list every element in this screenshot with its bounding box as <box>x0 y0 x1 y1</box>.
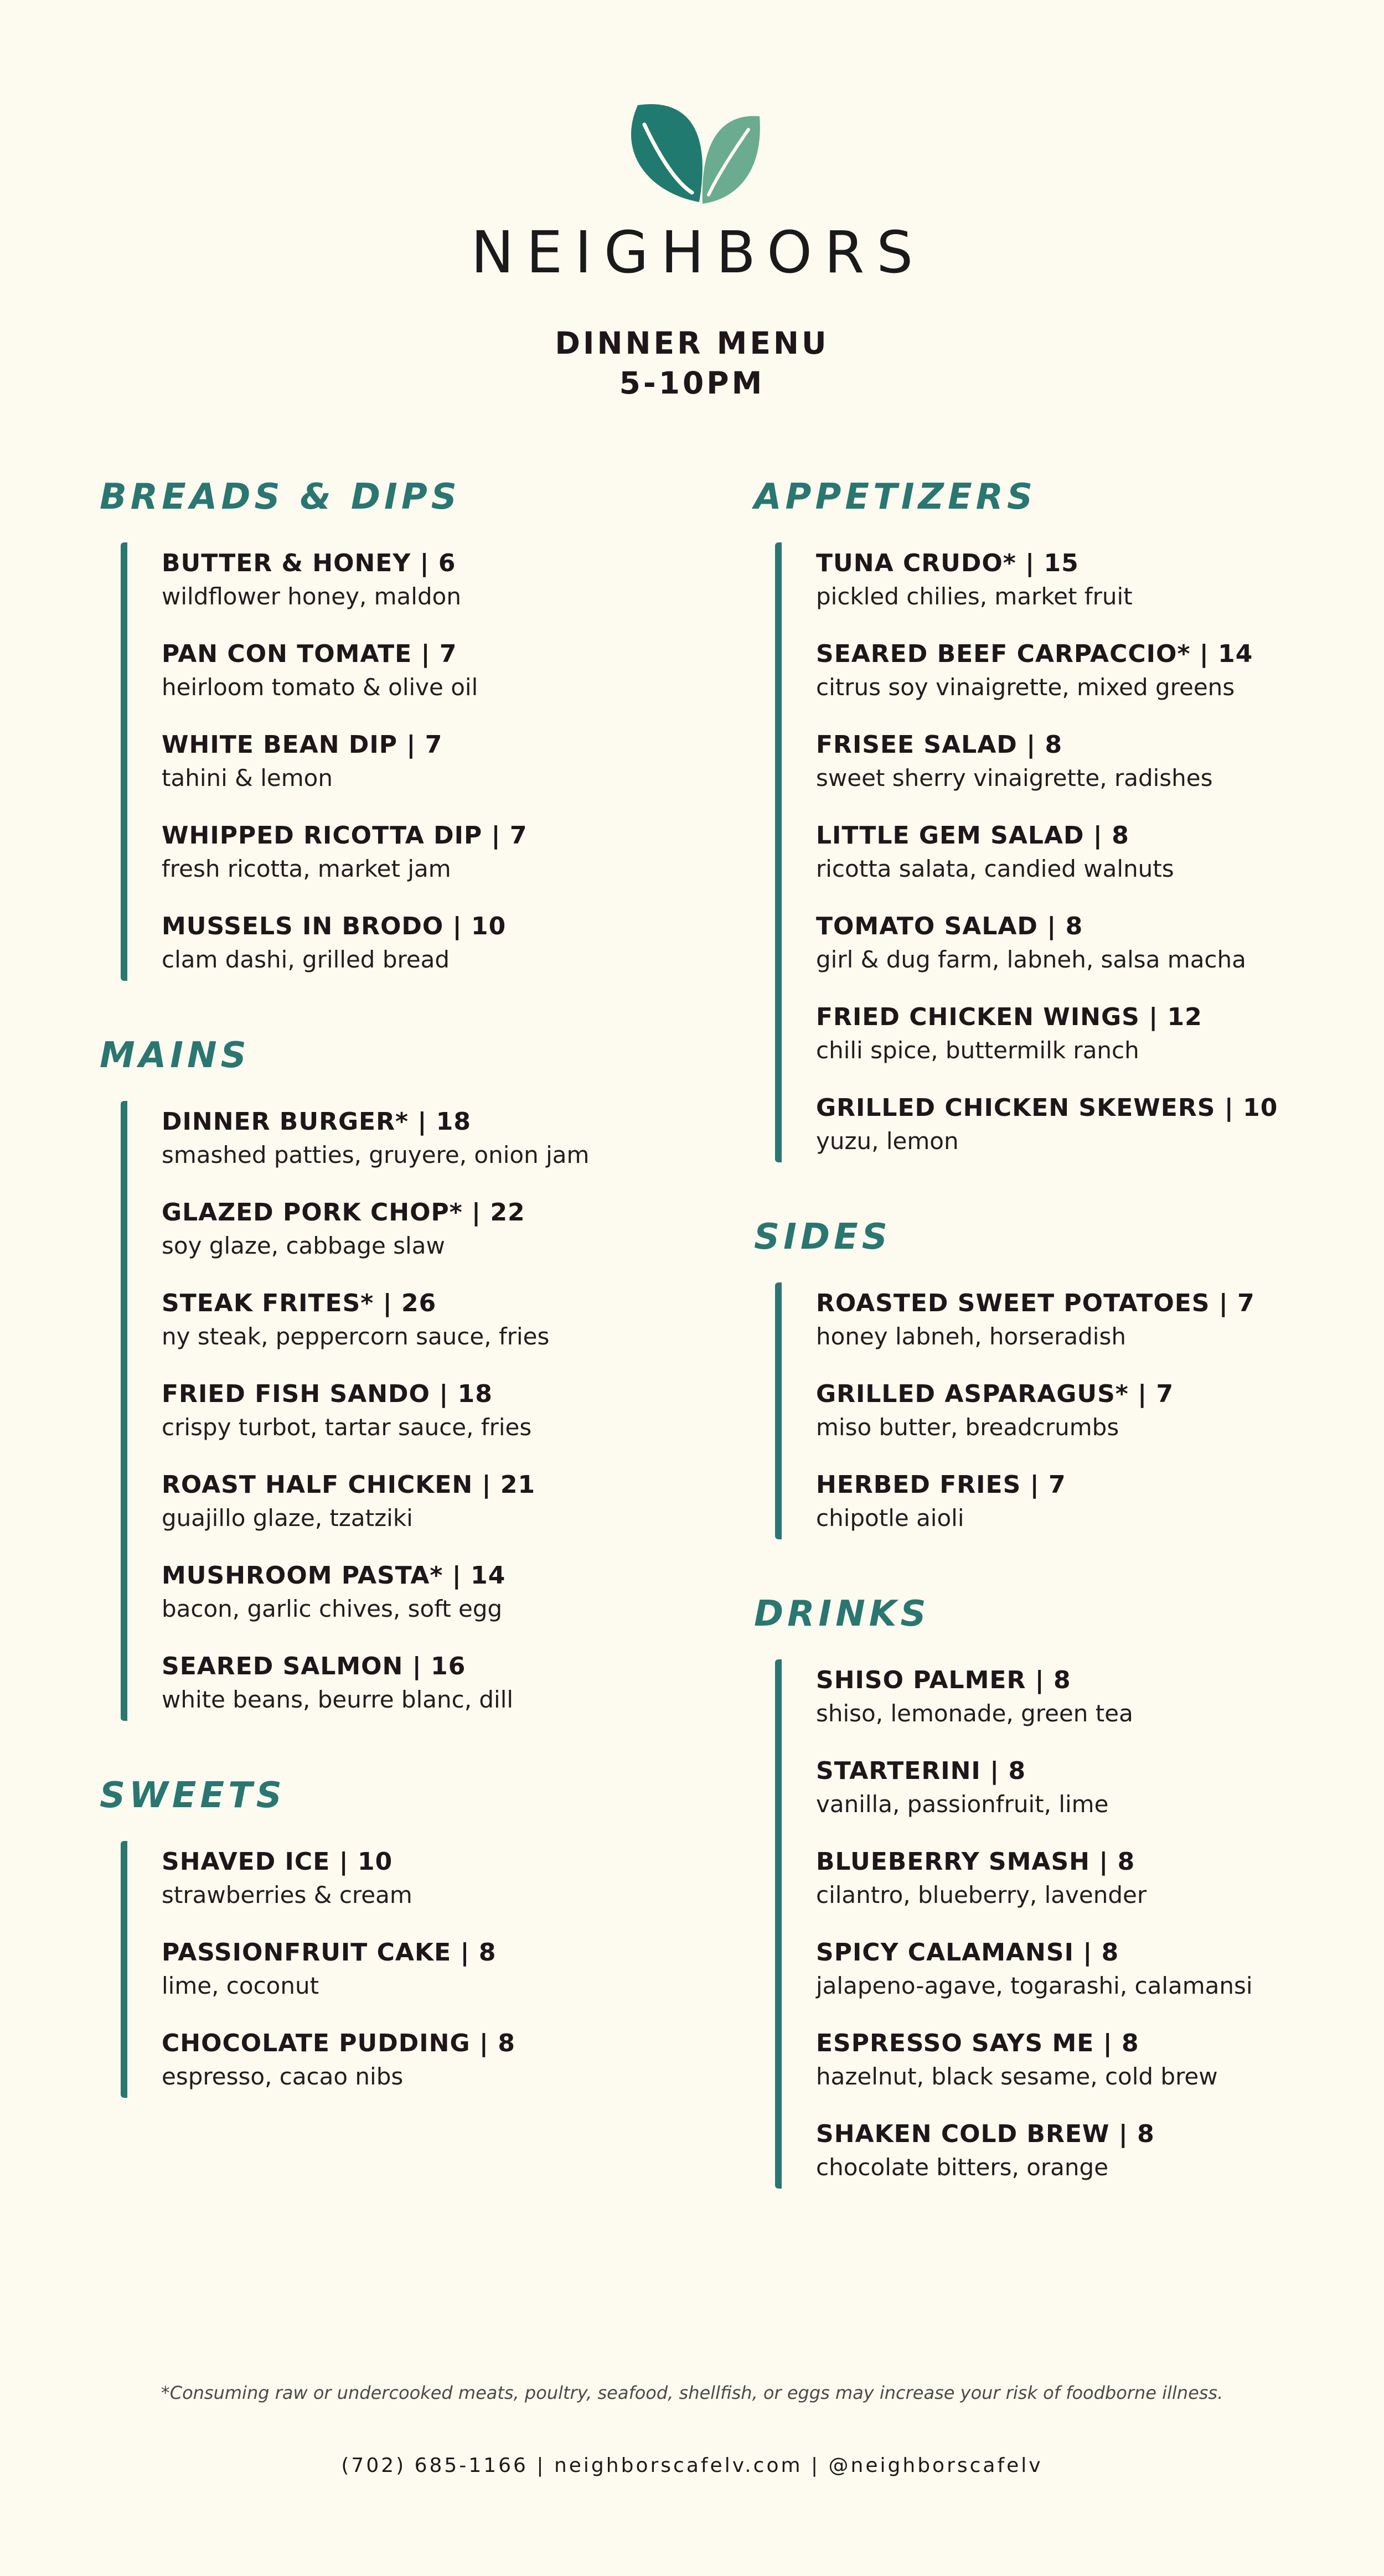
menu-item <box>816 1936 1384 2003</box>
item-name: ESPRESSO SAYS ME | 8 <box>816 2029 1139 2057</box>
item-description: yuzu, lemon <box>816 1127 959 1155</box>
item-name: TOMATO SALAD | 8 <box>816 912 1083 940</box>
item-description: miso butter, breadcrumbs <box>816 1414 1119 1441</box>
item-name: GLAZED PORK CHOP* | 22 <box>162 1198 525 1227</box>
menu-item <box>162 819 736 886</box>
menu-item <box>816 1001 1384 1067</box>
item-name: BUTTER & HONEY | 6 <box>162 549 456 577</box>
item-description: girl & dug farm, labneh, salsa macha <box>816 946 1246 973</box>
item-list <box>121 1841 736 2098</box>
menu-item <box>816 819 1384 886</box>
item-name: FRIED CHICKEN WINGS | 12 <box>816 1003 1202 1031</box>
menu-item <box>816 910 1384 976</box>
item-description: chili spice, buttermilk ranch <box>816 1037 1139 1064</box>
section-title: APPETIZERS <box>754 477 1037 518</box>
item-description: smashed patties, gruyere, onion jam <box>162 1141 590 1168</box>
item-list <box>775 542 1384 1162</box>
item-description: strawberries & cream <box>162 1881 412 1908</box>
right-column <box>754 475 1384 2241</box>
brand-wordmark: NEIGHBORS <box>471 219 926 286</box>
section-mains <box>100 1033 736 1721</box>
section-sweets <box>100 1773 736 2098</box>
item-description: cilantro, blueberry, lavender <box>816 1881 1147 1908</box>
item-list <box>775 1659 1384 2189</box>
section-title: BREADS & DIPS <box>100 477 461 518</box>
item-name: HERBED FRIES | 7 <box>816 1471 1066 1499</box>
item-name: BLUEBERRY SMASH | 8 <box>816 1848 1135 1876</box>
menu-item <box>162 1287 736 1353</box>
logo <box>0 100 1384 210</box>
item-name: STARTERINI | 8 <box>816 1757 1026 1785</box>
item-name: WHIPPED RICOTTA DIP | 7 <box>162 821 528 850</box>
item-name: GRILLED CHICKEN SKEWERS | 10 <box>816 1094 1278 1122</box>
item-description: wildflower honey, maldon <box>162 583 461 610</box>
menu-item <box>162 1559 736 1626</box>
menu-item <box>816 2027 1384 2093</box>
menu-item <box>162 547 736 613</box>
menu-item <box>816 1664 1384 1730</box>
menu-item <box>816 1468 1384 1535</box>
menu-item <box>162 638 736 704</box>
menu-item <box>816 1378 1384 1444</box>
item-description: espresso, cacao nibs <box>162 2063 404 2090</box>
item-name: SHAKEN COLD BREW | 8 <box>816 2120 1155 2148</box>
menu-item <box>162 1468 736 1535</box>
item-description: citrus soy vinaigrette, mixed greens <box>816 674 1235 701</box>
menu-hours: 5-10PM <box>619 365 765 401</box>
item-name: PAN CON TOMATE | 7 <box>162 640 457 668</box>
section-appetizers <box>754 475 1384 1162</box>
menu-item <box>162 1936 736 2003</box>
left-column <box>100 475 736 2150</box>
section-title: MAINS <box>100 1035 250 1076</box>
item-list <box>775 1282 1384 1539</box>
menu-item <box>816 547 1384 613</box>
menu-item <box>162 1845 736 1912</box>
item-description: ricotta salata, candied walnuts <box>816 855 1174 882</box>
menu-item <box>162 1650 736 1716</box>
item-description: white beans, beurre blanc, dill <box>162 1686 514 1713</box>
item-description: soy glaze, cabbage slaw <box>162 1232 445 1259</box>
item-list <box>121 542 736 981</box>
disclaimer: *Consuming raw or undercooked meats, poultry, seafood, shellfish, or eggs may increase your risk of foodborne illness. <box>161 2382 1223 2403</box>
section-drinks <box>754 1592 1384 2189</box>
menu-item <box>816 638 1384 704</box>
item-name: FRISEE SALAD | 8 <box>816 731 1063 759</box>
item-description: guajillo glaze, tzatziki <box>162 1504 413 1532</box>
item-description: ny steak, peppercorn sauce, fries <box>162 1323 550 1350</box>
item-description: fresh ricotta, market jam <box>162 855 451 882</box>
contact-info: (702) 685-1166 | neighborscafelv.com | @neighborscafelv <box>341 2454 1043 2477</box>
menu-item <box>816 1092 1384 1158</box>
menu-item <box>162 910 736 976</box>
item-name: GRILLED ASPARAGUS* | 7 <box>816 1380 1174 1408</box>
item-description: tahini & lemon <box>162 764 333 792</box>
menu-item <box>162 2027 736 2093</box>
item-name: ROASTED SWEET POTATOES | 7 <box>816 1289 1255 1317</box>
item-list <box>121 1101 736 1721</box>
item-name: MUSSELS IN BRODO | 10 <box>162 912 507 940</box>
section-sides <box>754 1215 1384 1539</box>
item-description: pickled chilies, market fruit <box>816 583 1133 610</box>
menu-header <box>0 323 1384 403</box>
menu-item <box>816 2118 1384 2184</box>
item-description: clam dashi, grilled bread <box>162 946 450 973</box>
item-description: heirloom tomato & olive oil <box>162 674 478 701</box>
section-title: SWEETS <box>100 1775 286 1816</box>
item-description: crispy turbot, tartar sauce, fries <box>162 1414 532 1441</box>
section-title: SIDES <box>754 1217 891 1258</box>
item-description: bacon, garlic chives, soft egg <box>162 1595 503 1622</box>
section-title: DRINKS <box>754 1594 930 1634</box>
item-name: SEARED SALMON | 16 <box>162 1652 466 1680</box>
item-description: honey labneh, horseradish <box>816 1323 1126 1350</box>
section-breads-dips <box>100 475 736 981</box>
item-name: TUNA CRUDO* | 15 <box>816 549 1079 577</box>
menu-item <box>162 1105 736 1172</box>
item-description: hazelnut, black sesame, cold brew <box>816 2063 1218 2090</box>
menu-item <box>816 728 1384 795</box>
item-description: chipotle aioli <box>816 1504 964 1532</box>
menu-item <box>816 1755 1384 1821</box>
item-description: sweet sherry vinaigrette, radishes <box>816 764 1213 792</box>
leaf-logo-icon <box>609 100 775 210</box>
item-name: DINNER BURGER* | 18 <box>162 1108 471 1136</box>
item-name: WHITE BEAN DIP | 7 <box>162 731 443 759</box>
menu-item <box>162 1196 736 1263</box>
item-name: ROAST HALF CHICKEN | 21 <box>162 1471 536 1499</box>
item-name: FRIED FISH SANDO | 18 <box>162 1380 493 1408</box>
item-name: CHOCOLATE PUDDING | 8 <box>162 2029 515 2057</box>
menu-item <box>816 1845 1384 1912</box>
menu-item <box>816 1287 1384 1353</box>
item-name: SEARED BEEF CARPACCIO* | 14 <box>816 640 1253 668</box>
item-name: SHISO PALMER | 8 <box>816 1666 1071 1694</box>
item-name: PASSIONFRUIT CAKE | 8 <box>162 1938 497 1967</box>
item-name: SHAVED ICE | 10 <box>162 1848 393 1876</box>
item-name: SPICY CALAMANSI | 8 <box>816 1938 1119 1967</box>
item-description: chocolate bitters, orange <box>816 2154 1109 2181</box>
menu-item <box>162 728 736 795</box>
menu-item <box>162 1378 736 1444</box>
item-name: STEAK FRITES* | 26 <box>162 1289 437 1317</box>
menu-title: DINNER MENU <box>555 325 829 361</box>
item-description: shiso, lemonade, green tea <box>816 1700 1133 1727</box>
item-description: vanilla, passionfruit, lime <box>816 1791 1109 1818</box>
item-name: LITTLE GEM SALAD | 8 <box>816 821 1129 850</box>
item-name: MUSHROOM PASTA* | 14 <box>162 1561 506 1590</box>
item-description: jalapeno-agave, togarashi, calamansi <box>816 1972 1253 1999</box>
item-description: lime, coconut <box>162 1972 319 1999</box>
